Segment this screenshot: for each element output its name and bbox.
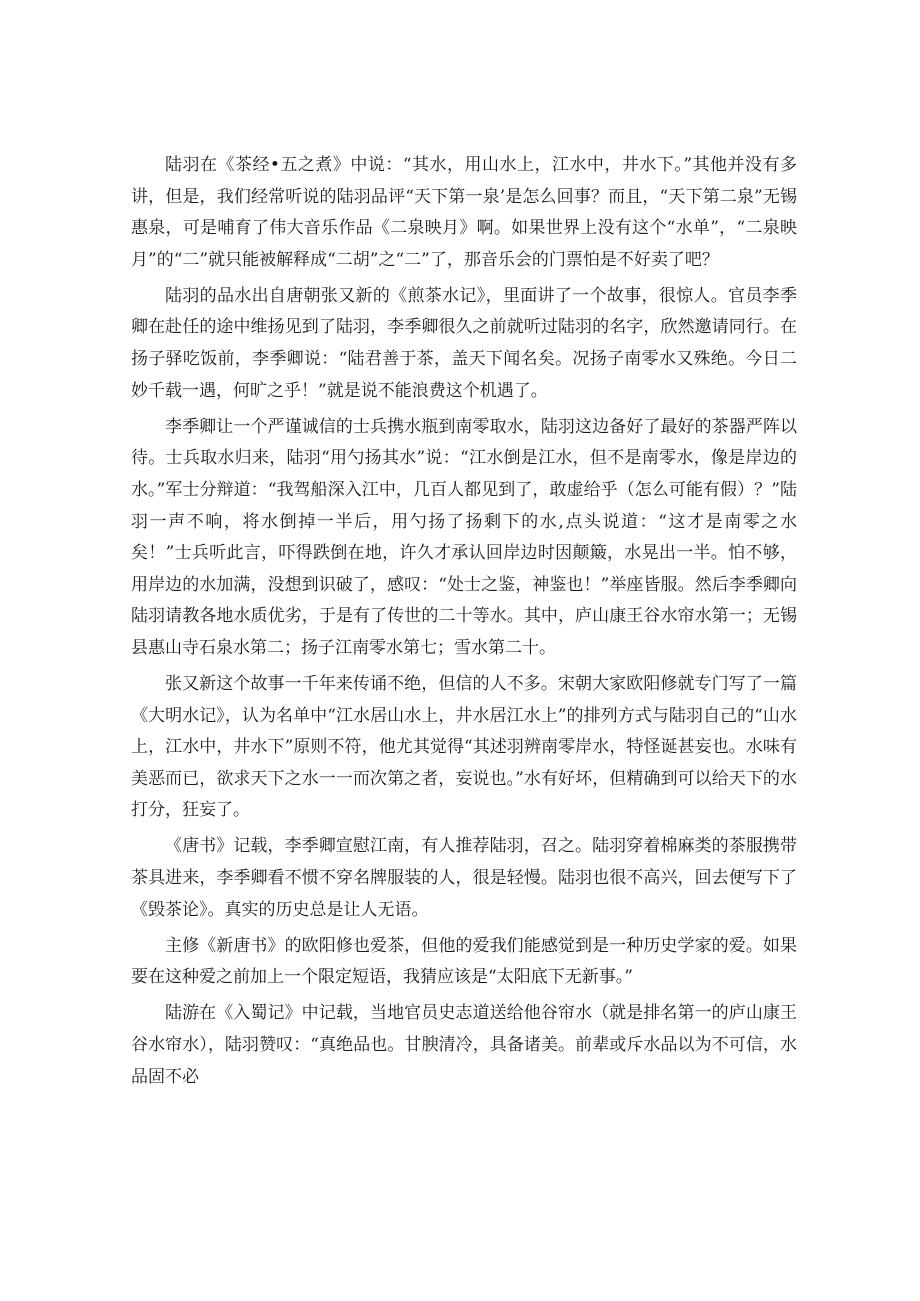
paragraph-1: 陆羽在《茶经•五之煮》中说：“其水，用山水上，江水中，井水下。”其他并没有多讲，但是，我们经常听说的陆羽品评“天下第一泉’是怎么回事？而且，“天下第二泉”无锡惠泉，可是哺育了伟大音乐作品《二泉映月》啊。如果世界上没有这个“水单”，“二泉映月”的“二”就只能被解释成“二胡”之“二”了，那音乐会的门票怕是不好卖了吧？: [131, 155, 797, 270]
paragraph-4: 张又新这个故事一千年来传诵不绝，但信的人不多。宋朝大家欧阳修就专门写了一篇《大明水记》，认为名单中“江水居山水上，井水居江水上”的排列方式与陆羽自己的“山水上，江水中，井水下”原则不符，他尤其觉得“其述羽辨南零岸水，特怪诞甚妄也。水味有美恶而已，欲求天下之水一一而次第之者，妄说也。”水有好坏，但精确到可以给天下的水打分，狂妄了。: [131, 674, 797, 821]
document-body: [131, 150, 797, 1098]
paragraph-2: 陆羽的品水出自唐朝张又新的《煎茶水记》，里面讲了一个故事，很惊人。官员李季卿在赴任的途中维扬见到了陆羽，李季卿很久之前就听过陆羽的名字，欣然邀请同行。在扬子驿吃饭前，李季卿说：“陆君善于茶，盖天下闻名矣。况扬子南零水又殊绝。今日二妙千载一遇，何旷之乎！”就是说不能浪费这个机遇了。: [131, 285, 797, 401]
paragraph-6: 主修《新唐书》的欧阳修也爱茶，但他的爱我们能感觉到是一种历史学家的爱。如果要在这种爱之前加上一个限定短语，我猜应该是“太阳底下无新事。”: [131, 935, 797, 988]
paragraph-5: 《唐书》记载，李季卿宣慰江南，有人推荐陆羽，召之。陆羽穿着棉麻类的茶服携带茶具进来，李季卿看不惯不穿名牌服装的人，很是轻慢。陆羽也很不高兴，回去便写下了《毁茶论》。真实的历史总是让人无语。: [131, 836, 797, 920]
paragraph-7: 陆游在《入蜀记》中记载，当地官员史志道送给他谷帘水（就是排名第一的庐山康王谷水帘水），陆羽赞叹：“真绝品也。甘腴清冷，具备诸美。前辈或斥水品以为不可信，水品固不必: [131, 1003, 797, 1087]
paragraph-3: 李季卿让一个严谨诚信的士兵携水瓶到南零取水，陆羽这边备好了最好的茶器严阵以待。士兵取水归来，陆羽“用勺扬其水”说：“江水倒是江水，但不是南零水，像是岸边的水。”军士分辩道：“我驾船深入江中，几百人都见到了，敢虚给乎（怎么可能有假）？”陆羽一声不响，将水倒掉一半后，用勺扬了扬剩下的水,点头说道：“这才是南零之水矣！”士兵听此言，吓得跌倒在地，许久才承认回岸边时因颠簸，水晃出一半。怕不够，用岸边的水加满，没想到识破了，感叹：“处士之鉴，神鉴也！”举座皆服。然后李季卿向陆羽请教各地水质优劣，于是有了传世的二十等水。其中，庐山康王谷水帘水第一；无锡县惠山寺石泉水第二；扬子江南零水第七；雪水第二十。: [131, 416, 797, 658]
